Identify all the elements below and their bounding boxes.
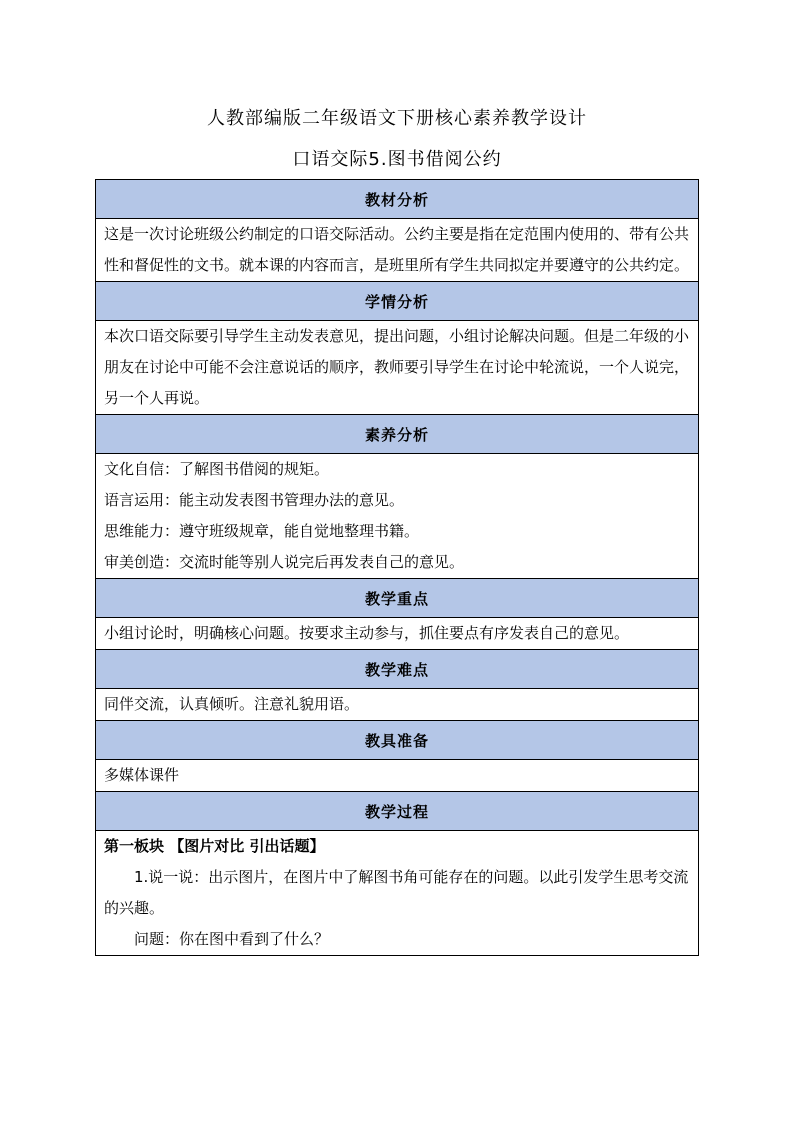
section-heading-difficulties: 教学难点 — [96, 650, 699, 689]
section-body-student-analysis — [96, 321, 699, 415]
section-body-literacy-analysis — [96, 454, 699, 579]
section-heading-textbook-analysis: 教材分析 — [96, 180, 699, 219]
section-heading-student-analysis: 学情分析 — [96, 282, 699, 321]
process-step-1: 1.说一说：出示图片，在图片中了解图书角可能存在的问题。以此引发学生思考交流的兴趣。 — [104, 868, 689, 917]
section-body-difficulties — [96, 689, 699, 721]
body-text: 同伴交流，认真倾听。注意礼貌用语。 — [104, 695, 360, 713]
section-heading-materials: 教具准备 — [96, 721, 699, 760]
process-question: 问题：你在图中看到了什么？ — [134, 930, 330, 948]
section-heading-literacy-analysis: 素养分析 — [96, 415, 699, 454]
document-subtitle: 口语交际5.图书借阅公约 — [292, 149, 502, 170]
section-body-key-points — [96, 618, 699, 650]
body-text: 多媒体课件 — [104, 766, 180, 784]
document-title: 人教部编版二年级语文下册核心素养教学设计 — [207, 108, 587, 129]
section-body-textbook-analysis — [96, 219, 699, 282]
literacy-item-language: 语言运用：能主动发表图书管理办法的意见。 — [104, 491, 405, 509]
section-heading-teaching-process: 教学过程 — [96, 792, 699, 831]
section-body-materials — [96, 760, 699, 792]
literacy-item-culture: 文化自信：了解图书借阅的规矩。 — [104, 460, 330, 478]
body-text: 本次口语交际要引导学生主动发表意见，提出问题，小组讨论解决问题。但是二年级的小朋友在讨论中可能不会注意说话的顺序，教师要引导学生在讨论中轮流说，一个人说完，另一个人再说。 — [104, 327, 690, 407]
lesson-plan-table — [95, 179, 699, 956]
section-body-teaching-process — [96, 831, 699, 956]
body-text: 小组讨论时，明确核心问题。按要求主动参与，抓住要点有序发表自己的意见。 — [104, 624, 630, 642]
literacy-item-thinking: 思维能力：遵守班级规章，能自觉地整理书籍。 — [104, 522, 420, 540]
section-heading-key-points: 教学重点 — [96, 579, 699, 618]
block-title: 第一板块 【图片对比 引出话题】 — [104, 837, 325, 855]
body-text: 这是一次讨论班级公约制定的口语交际活动。公约主要是指在定范围内使用的、带有公共性和督促性的文书。就本课的内容而言，是班里所有学生共同拟定并要遵守的公共约定。 — [104, 225, 690, 274]
literacy-item-aesthetic: 审美创造：交流时能等别人说完后再发表自己的意见。 — [104, 553, 465, 571]
